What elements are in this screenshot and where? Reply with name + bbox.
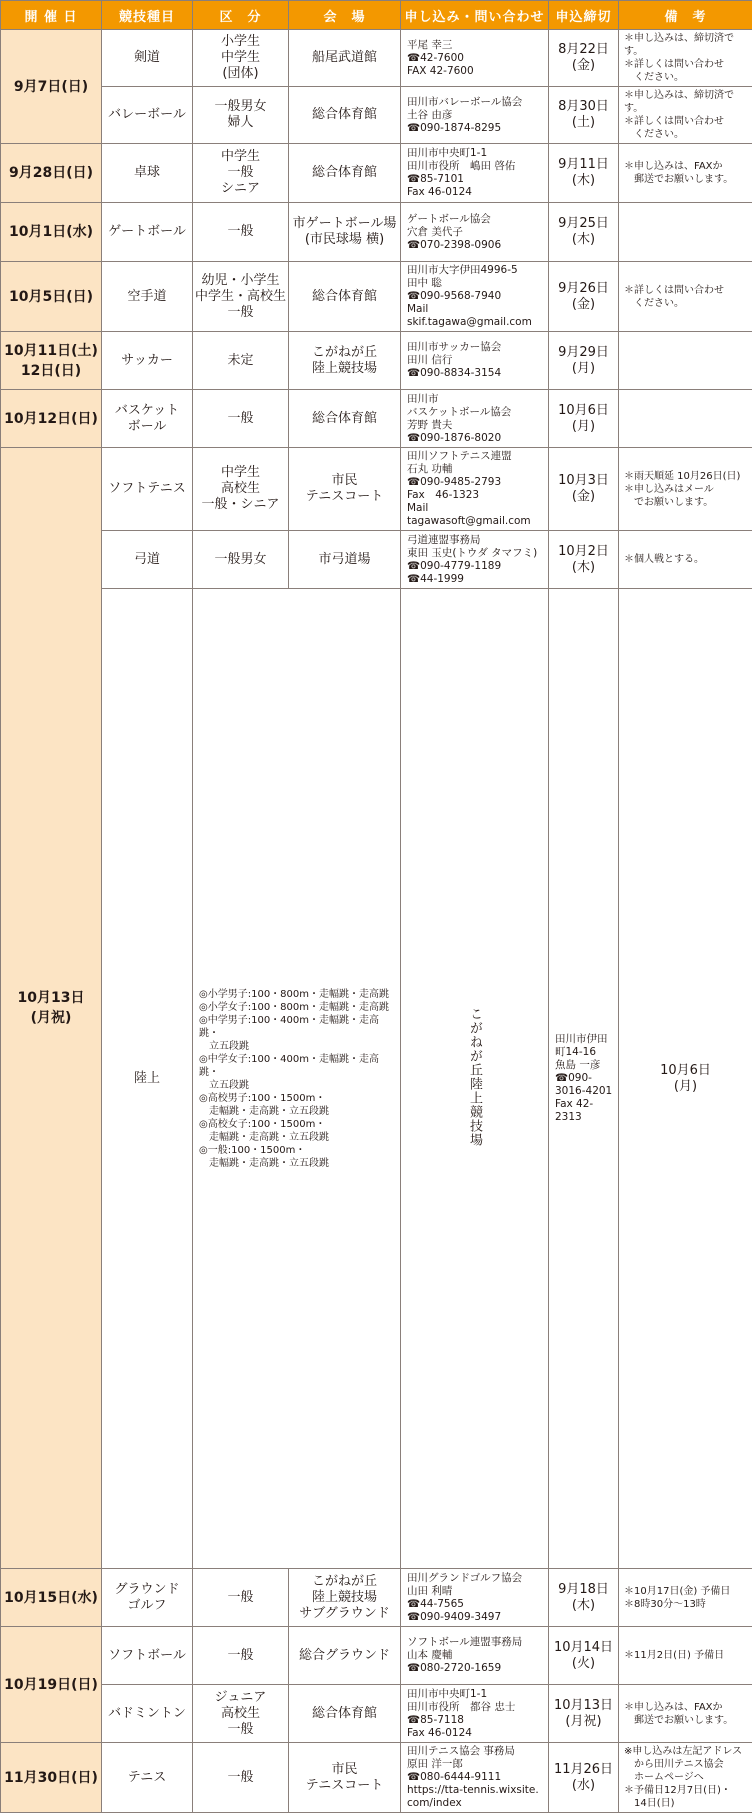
note-cell: ＊申し込みは、FAXか 郵送でお願いします。 [619, 144, 752, 203]
note-cell [619, 332, 752, 390]
venue-cell: 総合体育館 [289, 87, 401, 144]
category-cell: 一般男女 [193, 531, 289, 589]
category-cell: ジュニア 高校生 一般 [193, 1685, 289, 1743]
note-cell: ＊11月2日(日) 予備日 [619, 1627, 752, 1685]
date-cell: 10月13日 (月祝) [1, 448, 102, 1569]
table-row [1, 87, 752, 144]
category-cell: 中学生 高校生 一般・シニア [193, 448, 289, 531]
event-cell: 弓道 [102, 531, 193, 589]
category-cell: 一般 [193, 1627, 289, 1685]
event-cell: バスケット ボール [102, 390, 193, 448]
event-cell: ソフトテニス [102, 448, 193, 531]
venue-cell: 総合体育館 [289, 1685, 401, 1743]
table-row [1, 144, 752, 203]
deadline-cell: 9月11日 (木) [549, 144, 619, 203]
event-cell: テニス [102, 1743, 193, 1813]
table-row [1, 1743, 752, 1813]
table-row [1, 30, 752, 87]
date-cell: 9月28日(日) [1, 144, 102, 203]
table-row [1, 1569, 752, 1627]
table-row [1, 448, 752, 531]
header-note: 備 考 [619, 1, 752, 30]
deadline-cell: 8月22日 (金) [549, 30, 619, 87]
event-cell: 卓球 [102, 144, 193, 203]
contact-cell: 田川市伊田町14-16 魚島 一彦 ☎090-3016-4201 Fax 42-2313 [549, 589, 619, 1569]
date-cell: 10月5日(日) [1, 262, 102, 332]
date-cell: 10月12日(日) [1, 390, 102, 448]
note-cell: ＊申し込みは、FAXか 郵送でお願いします。 [619, 1685, 752, 1743]
category-cell: 中学生 一般 シニア [193, 144, 289, 203]
date-cell: 10月19日(日) [1, 1627, 102, 1743]
note-cell: ＊詳しくは問い合わせ ください。 [619, 262, 752, 332]
contact-cell: 田川市中央町1-1 田川市役所 都谷 忠士 ☎85-7118 Fax 46-0124 [401, 1685, 549, 1743]
event-cell: 剣道 [102, 30, 193, 87]
table-row [1, 1685, 752, 1743]
venue-cell: 総合体育館 [289, 262, 401, 332]
table-row [1, 1627, 752, 1685]
event-cell: サッカー [102, 332, 193, 390]
contact-cell: 田川市大字伊田4996-5 田中 聡 ☎090-9568-7940 Mail skif.tagawa@gmail.com [401, 262, 549, 332]
contact-cell: ソフトボール連盟事務局 山本 慶輔 ☎080-2720-1659 [401, 1627, 549, 1685]
venue-cell: 総合体育館 [289, 144, 401, 203]
note-cell: ※申し込みは左記アドレス から田川テニス協会 ホームページへ ＊予備日12月7日(日)・ 14日(日) [619, 1743, 752, 1813]
event-cell: 陸上 [102, 589, 193, 1569]
deadline-cell: 10月13日 (月祝) [549, 1685, 619, 1743]
venue-cell: 市民 テニスコート [289, 1743, 401, 1813]
venue-cell: 市弓道場 [289, 531, 401, 589]
note-cell: ＊申し込みは、締切済です。 ＊詳しくは問い合わせ ください。 [619, 30, 752, 87]
note-cell [619, 203, 752, 262]
contact-cell: 田川市中央町1-1 田川市役所 嶋田 啓佑 ☎85-7101 Fax 46-0124 [401, 144, 549, 203]
venue-cell: 総合体育館 [289, 390, 401, 448]
deadline-cell: 10月2日 (木) [549, 531, 619, 589]
category-cell: 幼児・小学生 中学生・高校生 一般 [193, 262, 289, 332]
deadline-cell: 10月6日 (月) [549, 390, 619, 448]
header-deadline: 申込締切 [549, 1, 619, 30]
contact-cell: 田川グランドゴルフ協会 山田 利晴 ☎44-7565 ☎090-9409-3497 [401, 1569, 549, 1627]
table-row [1, 390, 752, 448]
deadline-cell: 10月6日 (月) [619, 589, 752, 1569]
date-cell: 10月11日(土) 12日(日) [1, 332, 102, 390]
header-category: 区 分 [193, 1, 289, 30]
event-cell: バレーボール [102, 87, 193, 144]
deadline-cell: 9月26日 (金) [549, 262, 619, 332]
deadline-cell: 9月25日 (木) [549, 203, 619, 262]
deadline-cell: 9月29日 (月) [549, 332, 619, 390]
note-cell [619, 390, 752, 448]
venue-cell: 船尾武道館 [289, 30, 401, 87]
date-cell: 11月30日(日) [1, 1743, 102, 1813]
deadline-cell: 10月14日 (火) [549, 1627, 619, 1685]
category-cell: 一般男女 婦人 [193, 87, 289, 144]
deadline-cell: 8月30日 (土) [549, 87, 619, 144]
category-cell: 一般 [193, 203, 289, 262]
table-row [1, 531, 752, 589]
note-cell: ＊10月17日(金) 予備日 ＊8時30分～13時 [619, 1569, 752, 1627]
venue-cell: こがねが丘 陸上競技場 [289, 332, 401, 390]
note-cell: ＊個人戦とする。 [619, 531, 752, 589]
header-venue: 会 場 [289, 1, 401, 30]
event-cell: 空手道 [102, 262, 193, 332]
deadline-cell: 11月26日 (水) [549, 1743, 619, 1813]
date-cell: 10月15日(水) [1, 1569, 102, 1627]
contact-cell: 田川市サッカー協会 田川 信行 ☎090-8834-3154 [401, 332, 549, 390]
category-cell: 一般 [193, 390, 289, 448]
deadline-cell: 9月18日 (木) [549, 1569, 619, 1627]
contact-cell: 田川テニス協会 事務局 原田 洋一郎 ☎080-6444-9111 https://tta-tennis.wixsite. com/index [401, 1743, 549, 1813]
venue-cell: 市ゲートボール場 (市民球場 横) [289, 203, 401, 262]
venue-cell: 総合グラウンド [289, 1627, 401, 1685]
table-row [1, 262, 752, 332]
category-cell: 未定 [193, 332, 289, 390]
venue-cell: こがねが丘 陸上競技場 サブグラウンド [289, 1569, 401, 1627]
table-row [1, 589, 752, 1569]
event-cell: ソフトボール [102, 1627, 193, 1685]
venue-vertical-label: こがねが丘陸上競技場 [465, 1007, 484, 1147]
event-cell: ゲートボール [102, 203, 193, 262]
contact-cell: 弓道連盟事務局 東田 玉史(トウダ タマフミ) ☎090-4779-1189 ☎44-1999 [401, 531, 549, 589]
category-cell: 小学生 中学生 (団体) [193, 30, 289, 87]
events-list-cell: ◎小学男子:100・800m・走幅跳・走高跳 ◎小学女子:100・800m・走幅跳・走高跳 ◎中学男子:100・400m・走幅跳・走高跳・ 立五段跳 ◎中学女子:100・400m・走幅跳・走高跳・ 立五段跳 ◎高校男子:100・1500m・ 走幅跳・走高跳・立五段跳 ◎高校女子:100・1500m・ 走幅跳・走高跳・立五段跳 ◎一般:100・1500m・ 走幅跳・走高跳・立五段跳 [193, 589, 401, 1569]
date-cell: 10月1日(水) [1, 203, 102, 262]
note-cell: ＊申し込みは、締切済です。 ＊詳しくは問い合わせ ください。 [619, 87, 752, 144]
event-cell: グラウンド ゴルフ [102, 1569, 193, 1627]
category-cell: 一般 [193, 1743, 289, 1813]
contact-cell: 田川市 バスケットボール協会 芳野 貴夫 ☎090-1876-8020 [401, 390, 549, 448]
header-row [1, 1, 752, 30]
header-event: 競技種目 [102, 1, 193, 30]
header-date: 開 催 日 [1, 1, 102, 30]
header-contact: 申し込み・問い合わせ [401, 1, 549, 30]
contact-cell: 田川ソフトテニス連盟 石丸 功輔 ☎090-9485-2793 Fax 46-1323 Mail tagawasoft@gmail.com [401, 448, 549, 531]
contact-cell: 平尾 幸三 ☎42-7600 FAX 42-7600 [401, 30, 549, 87]
contact-cell: ゲートボール協会 穴倉 美代子 ☎070-2398-0906 [401, 203, 549, 262]
deadline-cell: 10月3日 (金) [549, 448, 619, 531]
venue-cell: 市民 テニスコート [289, 448, 401, 531]
table-row [1, 332, 752, 390]
category-cell: 一般 [193, 1569, 289, 1627]
venue-cell [401, 589, 549, 1569]
table-row [1, 203, 752, 262]
date-cell: 9月7日(日) [1, 30, 102, 144]
contact-cell: 田川市バレーボール協会 土谷 由彦 ☎090-1874-8295 [401, 87, 549, 144]
event-cell: バドミントン [102, 1685, 193, 1743]
note-cell: ＊雨天順延 10月26日(日) ＊申し込みはメール でお願いします。 [619, 448, 752, 531]
